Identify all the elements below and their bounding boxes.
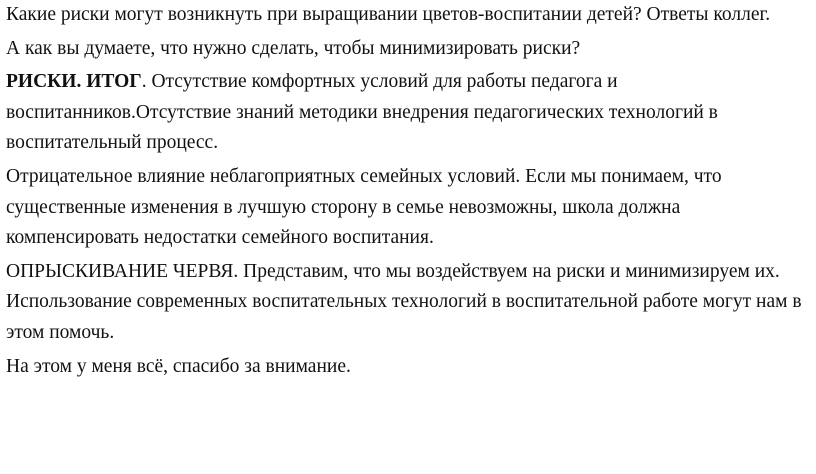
risks-summary-paragraph — [6, 67, 812, 159]
prompt-paragraph: А как вы думаете, что нужно сделать, чтобы минимизировать риски? — [6, 37, 581, 59]
worm-spraying-paragraph: ОПРЫСКИВАНИЕ ЧЕРВЯ. Представим, что мы воздействуем на риски и минимизируем их. Использование современных воспитательных технологий в воспитательной работе могут нам в этом помочь. — [6, 260, 802, 343]
risks-summary-heading: РИСКИ. ИТОГ — [6, 71, 142, 93]
question-paragraph: Какие риски могут возникнуть при выращивании цветов-воспитании детей? Ответы коллег. — [6, 4, 771, 25]
risks-summary-text: . Отсутствие комфортных условий для работы педагога и воспитанников.Отсутствие знаний методики внедрения педагогических технологий в воспитательный процесс. — [6, 71, 718, 154]
family-influence-paragraph: Отрицательное влияние неблагоприятных семейных условий. Если мы понимаем, что существенные изменения в лучшую сторону в семье невозможны, школа должна компенсировать недостатки семейного воспитания. — [6, 165, 722, 249]
document-body — [6, 0, 812, 382]
closing-paragraph: На этом у меня всё, спасибо за внимание. — [6, 355, 351, 377]
